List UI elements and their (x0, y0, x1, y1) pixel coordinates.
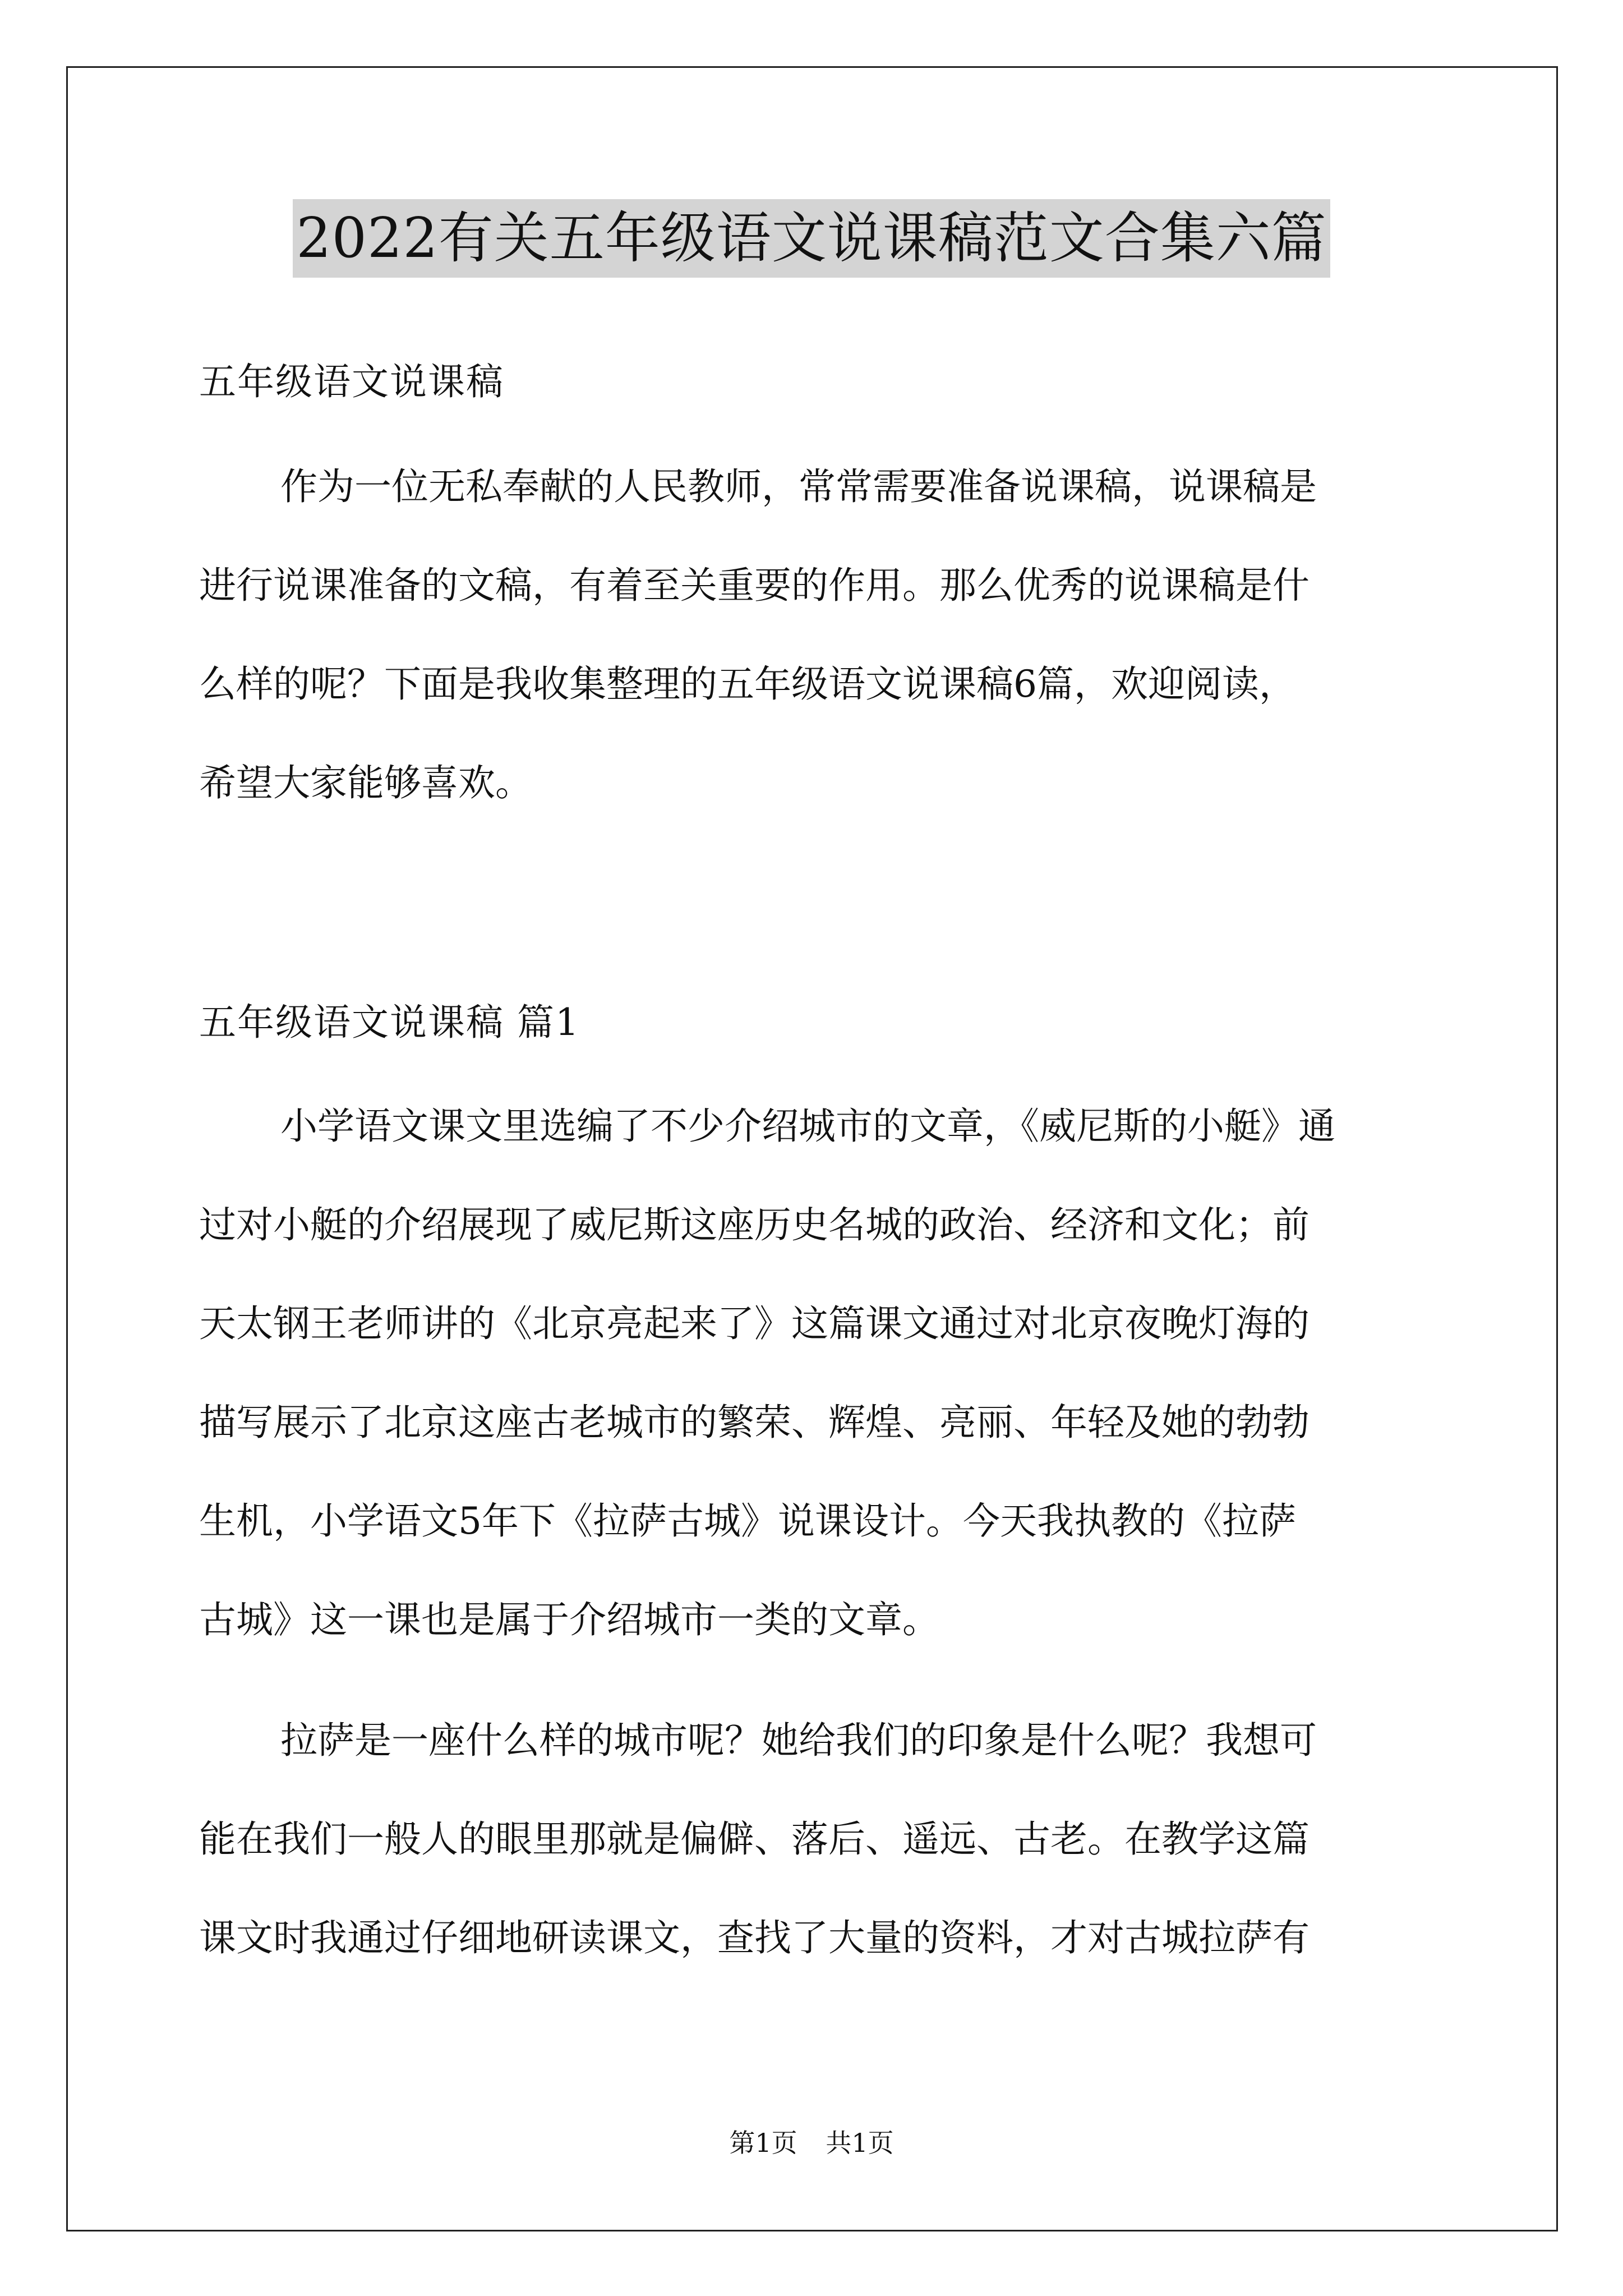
paragraph-2 (199, 1691, 1433, 1987)
paragraph-line: 天太钢王老师讲的《北京亮起来了》这篇课文通过对北京夜晚灯海的 (199, 1302, 1310, 1345)
intro-paragraph (199, 438, 1433, 832)
page-footer (0, 2126, 1623, 2160)
paragraph-line: 描写展示了北京这座古老城市的繁荣、辉煌、亮丽、年轻及她的勃勃 (199, 1401, 1310, 1444)
paragraph-line: 生机，小学语文5年下《拉萨古城》说课设计。今天我执教的《拉萨 (199, 1499, 1296, 1543)
paragraph-line: 过对小艇的介绍展现了威尼斯这座历史名城的政治、经济和文化；前 (199, 1203, 1310, 1246)
paragraph-line: 古城》这一课也是属于介绍城市一类的文章。 (199, 1598, 939, 1641)
intro-line: 进行说课准备的文稿，有着至关重要的作用。那么优秀的说课稿是什 (199, 564, 1310, 607)
section-heading: 五年级语文说课稿 篇1 (199, 1001, 580, 1044)
paragraph-line: 小学语文课文里选编了不少介绍城市的文章，《威尼斯的小艇》通 (280, 1105, 1335, 1148)
document-title: 2022有关五年级语文说课稿范文合集六篇 (293, 199, 1330, 278)
page-number: 第1页 (729, 2128, 797, 2158)
paragraph-line: 拉萨是一座什么样的城市呢？她给我们的印象是什么呢？我想可 (280, 1719, 1317, 1762)
intro-line: 作为一位无私奉献的人民教师，常常需要准备说课稿，说课稿是 (280, 465, 1317, 508)
paragraph-line: 能在我们一般人的眼里那就是偏僻、落后、遥远、古老。在教学这篇 (199, 1818, 1310, 1861)
intro-line: 希望大家能够喜欢。 (199, 761, 532, 804)
paragraph-1 (199, 1077, 1433, 1669)
intro-heading: 五年级语文说课稿 (199, 360, 504, 403)
title-container (0, 199, 1623, 278)
paragraph-line: 课文时我通过仔细地研读课文，查找了大量的资料，才对古城拉萨有 (199, 1916, 1310, 1959)
page-total: 共1页 (826, 2128, 894, 2158)
intro-line: 么样的呢？下面是我收集整理的五年级语文说课稿6篇，欢迎阅读， (199, 662, 1296, 706)
